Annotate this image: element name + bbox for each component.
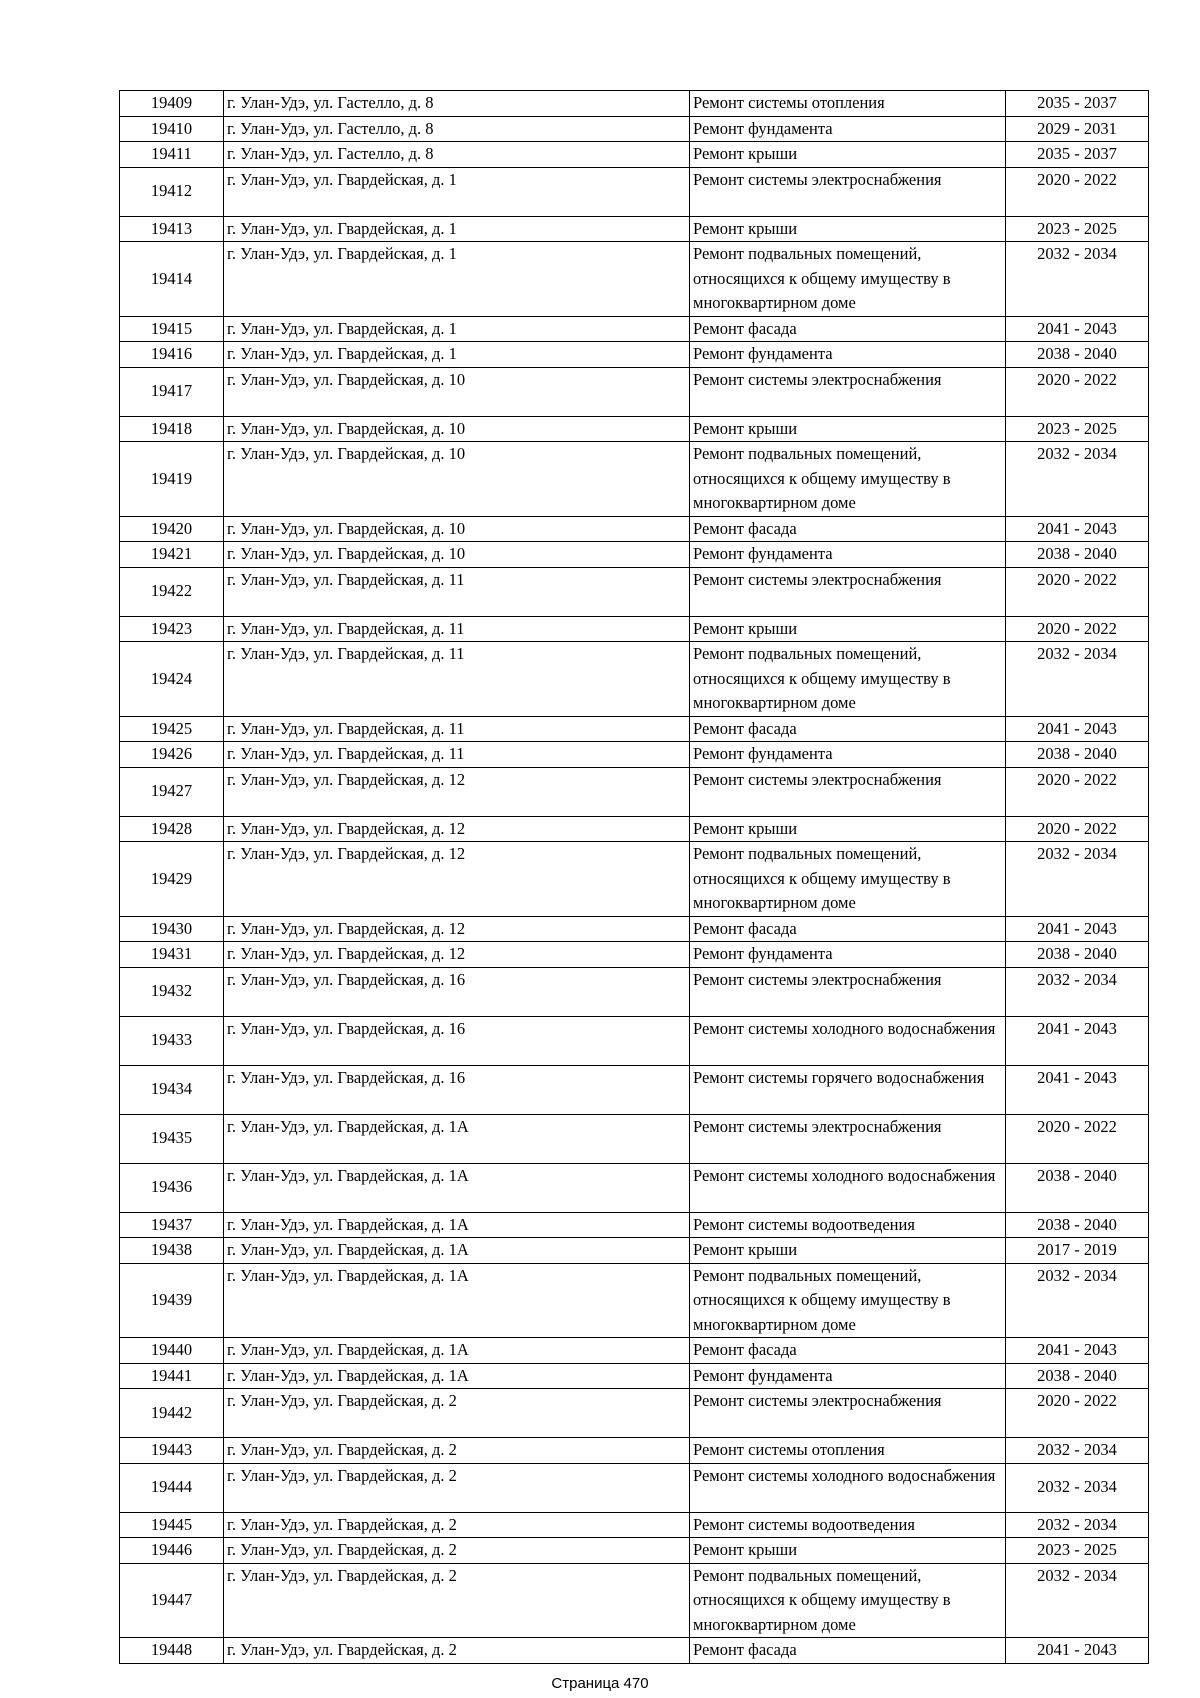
work-type-cell: Ремонт системы отопления [690,1438,1006,1464]
work-type-cell: Ремонт крыши [690,816,1006,842]
row-number-cell: 19434 [120,1065,224,1114]
table-row [120,1263,1149,1338]
period-cell: 2023 - 2025 [1006,1538,1149,1564]
row-number-cell: 19441 [120,1363,224,1389]
table-row [120,567,1149,616]
period-cell: 2029 - 2031 [1006,116,1149,142]
period-cell: 2032 - 2034 [1006,1263,1149,1338]
address-cell: г. Улан-Удэ, ул. Гвардейская, д. 11 [224,616,690,642]
work-type-cell: Ремонт крыши [690,616,1006,642]
table-row [120,342,1149,368]
work-type-cell: Ремонт системы электроснабжения [690,567,1006,616]
period-cell: 2041 - 2043 [1006,316,1149,342]
table-row [120,816,1149,842]
period-cell: 2020 - 2022 [1006,767,1149,816]
row-number-cell: 19446 [120,1538,224,1564]
table-row [120,1363,1149,1389]
period-cell: 2035 - 2037 [1006,91,1149,117]
table-row [120,916,1149,942]
address-cell: г. Улан-Удэ, ул. Гвардейская, д. 2 [224,1563,690,1638]
work-type-cell: Ремонт фундамента [690,542,1006,568]
row-number-cell: 19420 [120,516,224,542]
work-type-cell: Ремонт системы водоотведения [690,1512,1006,1538]
period-cell: 2038 - 2040 [1006,1212,1149,1238]
period-cell: 2032 - 2034 [1006,442,1149,517]
address-cell: г. Улан-Удэ, ул. Гвардейская, д. 2 [224,1638,690,1664]
table-row [120,1563,1149,1638]
address-cell: г. Улан-Удэ, ул. Гвардейская, д. 1 [224,242,690,317]
address-cell: г. Улан-Удэ, ул. Гвардейская, д. 10 [224,516,690,542]
work-type-cell: Ремонт системы холодного водоснабжения [690,1163,1006,1212]
address-cell: г. Улан-Удэ, ул. Гвардейская, д. 2 [224,1389,690,1438]
work-type-cell: Ремонт подвальных помещений, относящихся к общему имуществу в многоквартирном доме [690,1263,1006,1338]
row-number-cell: 19424 [120,642,224,717]
table-row [120,142,1149,168]
table-row [120,716,1149,742]
address-cell: г. Улан-Удэ, ул. Гвардейская, д. 16 [224,1065,690,1114]
address-cell: г. Улан-Удэ, ул. Гвардейская, д. 10 [224,542,690,568]
address-cell: г. Улан-Удэ, ул. Гвардейская, д. 1А [224,1114,690,1163]
address-cell: г. Улан-Удэ, ул. Гвардейская, д. 2 [224,1438,690,1464]
work-type-cell: Ремонт фасада [690,916,1006,942]
period-cell: 2038 - 2040 [1006,1163,1149,1212]
address-cell: г. Улан-Удэ, ул. Гвардейская, д. 11 [224,716,690,742]
work-type-cell: Ремонт фасада [690,516,1006,542]
table-row [120,216,1149,242]
work-type-cell: Ремонт фундамента [690,742,1006,768]
row-number-cell: 19430 [120,916,224,942]
work-type-cell: Ремонт подвальных помещений, относящихся к общему имуществу в многоквартирном доме [690,642,1006,717]
address-cell: г. Улан-Удэ, ул. Гвардейская, д. 1 [224,167,690,216]
work-type-cell: Ремонт системы горячего водоснабжения [690,1065,1006,1114]
period-cell: 2032 - 2034 [1006,1563,1149,1638]
work-type-cell: Ремонт системы электроснабжения [690,967,1006,1016]
table-row [120,1463,1149,1512]
address-cell: г. Улан-Удэ, ул. Гвардейская, д. 10 [224,442,690,517]
table-row [120,516,1149,542]
row-number-cell: 19422 [120,567,224,616]
address-cell: г. Улан-Удэ, ул. Гвардейская, д. 1 [224,342,690,368]
table-row [120,91,1149,117]
page-number: Страница 470 [551,1675,649,1692]
period-cell: 2035 - 2037 [1006,142,1149,168]
table-row [120,1389,1149,1438]
table-row [120,742,1149,768]
period-cell: 2032 - 2034 [1006,242,1149,317]
address-cell: г. Улан-Удэ, ул. Гвардейская, д. 1А [224,1363,690,1389]
address-cell: г. Улан-Удэ, ул. Гвардейская, д. 12 [224,767,690,816]
address-cell: г. Улан-Удэ, ул. Гвардейская, д. 1 [224,216,690,242]
registry-table [119,90,1149,1664]
period-cell: 2038 - 2040 [1006,342,1149,368]
period-cell: 2020 - 2022 [1006,616,1149,642]
address-cell: г. Улан-Удэ, ул. Гвардейская, д. 16 [224,967,690,1016]
row-number-cell: 19435 [120,1114,224,1163]
table-row [120,1638,1149,1664]
table-row [120,1016,1149,1065]
row-number-cell: 19440 [120,1338,224,1364]
period-cell: 2020 - 2022 [1006,1389,1149,1438]
table-row [120,967,1149,1016]
work-type-cell: Ремонт системы водоотведения [690,1212,1006,1238]
work-type-cell: Ремонт фундамента [690,1363,1006,1389]
address-cell: г. Улан-Удэ, ул. Гвардейская, д. 1А [224,1338,690,1364]
period-cell: 2032 - 2034 [1006,1463,1149,1512]
table-row [120,1538,1149,1564]
table-row [120,1438,1149,1464]
row-number-cell: 19444 [120,1463,224,1512]
row-number-cell: 19425 [120,716,224,742]
row-number-cell: 19427 [120,767,224,816]
period-cell: 2041 - 2043 [1006,716,1149,742]
work-type-cell: Ремонт фундамента [690,116,1006,142]
work-type-cell: Ремонт фасада [690,1638,1006,1664]
row-number-cell: 19443 [120,1438,224,1464]
table-row [120,1065,1149,1114]
period-cell: 2032 - 2034 [1006,1512,1149,1538]
row-number-cell: 19415 [120,316,224,342]
table-row [120,167,1149,216]
work-type-cell: Ремонт крыши [690,416,1006,442]
period-cell: 2023 - 2025 [1006,216,1149,242]
work-type-cell: Ремонт фасада [690,316,1006,342]
table-row [120,942,1149,968]
period-cell: 2020 - 2022 [1006,167,1149,216]
row-number-cell: 19428 [120,816,224,842]
work-type-cell: Ремонт подвальных помещений, относящихся к общему имуществу в многоквартирном доме [690,242,1006,317]
period-cell: 2038 - 2040 [1006,1363,1149,1389]
address-cell: г. Улан-Удэ, ул. Гвардейская, д. 11 [224,567,690,616]
period-cell: 2041 - 2043 [1006,516,1149,542]
table-row [120,416,1149,442]
row-number-cell: 19436 [120,1163,224,1212]
period-cell: 2032 - 2034 [1006,642,1149,717]
row-number-cell: 19410 [120,116,224,142]
table-row [120,242,1149,317]
work-type-cell: Ремонт подвальных помещений, относящихся к общему имуществу в многоквартирном доме [690,1563,1006,1638]
table-row [120,616,1149,642]
row-number-cell: 19423 [120,616,224,642]
table-row [120,1238,1149,1264]
work-type-cell: Ремонт системы холодного водоснабжения [690,1463,1006,1512]
address-cell: г. Улан-Удэ, ул. Гвардейская, д. 1А [224,1238,690,1264]
row-number-cell: 19445 [120,1512,224,1538]
address-cell: г. Улан-Удэ, ул. Гвардейская, д. 1А [224,1263,690,1338]
address-cell: г. Улан-Удэ, ул. Гвардейская, д. 10 [224,367,690,416]
work-type-cell: Ремонт системы отопления [690,91,1006,117]
row-number-cell: 19413 [120,216,224,242]
period-cell: 2017 - 2019 [1006,1238,1149,1264]
row-number-cell: 19432 [120,967,224,1016]
row-number-cell: 19417 [120,367,224,416]
period-cell: 2020 - 2022 [1006,567,1149,616]
period-cell: 2023 - 2025 [1006,416,1149,442]
row-number-cell: 19412 [120,167,224,216]
row-number-cell: 19414 [120,242,224,317]
row-number-cell: 19448 [120,1638,224,1664]
row-number-cell: 19416 [120,342,224,368]
table-row [120,1212,1149,1238]
row-number-cell: 19418 [120,416,224,442]
table-row [120,316,1149,342]
row-number-cell: 19438 [120,1238,224,1264]
work-type-cell: Ремонт системы электроснабжения [690,367,1006,416]
period-cell: 2020 - 2022 [1006,367,1149,416]
address-cell: г. Улан-Удэ, ул. Гастелло, д. 8 [224,91,690,117]
period-cell: 2041 - 2043 [1006,1065,1149,1114]
work-type-cell: Ремонт крыши [690,142,1006,168]
table-row [120,542,1149,568]
work-type-cell: Ремонт подвальных помещений, относящихся к общему имуществу в многоквартирном доме [690,842,1006,917]
period-cell: 2020 - 2022 [1006,816,1149,842]
work-type-cell: Ремонт крыши [690,1538,1006,1564]
address-cell: г. Улан-Удэ, ул. Гастелло, д. 8 [224,142,690,168]
work-type-cell: Ремонт системы электроснабжения [690,1114,1006,1163]
row-number-cell: 19411 [120,142,224,168]
registry-table-body [120,91,1149,1664]
row-number-cell: 19431 [120,942,224,968]
work-type-cell: Ремонт системы электроснабжения [690,1389,1006,1438]
table-row [120,116,1149,142]
period-cell: 2038 - 2040 [1006,542,1149,568]
table-row [120,767,1149,816]
address-cell: г. Улан-Удэ, ул. Гастелло, д. 8 [224,116,690,142]
period-cell: 2032 - 2034 [1006,1438,1149,1464]
row-number-cell: 19447 [120,1563,224,1638]
period-cell: 2032 - 2034 [1006,842,1149,917]
work-type-cell: Ремонт крыши [690,216,1006,242]
address-cell: г. Улан-Удэ, ул. Гвардейская, д. 2 [224,1463,690,1512]
row-number-cell: 19439 [120,1263,224,1338]
period-cell: 2041 - 2043 [1006,1016,1149,1065]
period-cell: 2020 - 2022 [1006,1114,1149,1163]
address-cell: г. Улан-Удэ, ул. Гвардейская, д. 12 [224,816,690,842]
work-type-cell: Ремонт фасада [690,1338,1006,1364]
table-row [120,1338,1149,1364]
table-row [120,367,1149,416]
work-type-cell: Ремонт системы электроснабжения [690,167,1006,216]
address-cell: г. Улан-Удэ, ул. Гвардейская, д. 12 [224,842,690,917]
row-number-cell: 19433 [120,1016,224,1065]
work-type-cell: Ремонт фундамента [690,342,1006,368]
address-cell: г. Улан-Удэ, ул. Гвардейская, д. 16 [224,1016,690,1065]
row-number-cell: 19426 [120,742,224,768]
row-number-cell: 19421 [120,542,224,568]
table-row [120,842,1149,917]
address-cell: г. Улан-Удэ, ул. Гвардейская, д. 12 [224,942,690,968]
work-type-cell: Ремонт системы электроснабжения [690,767,1006,816]
period-cell: 2041 - 2043 [1006,1338,1149,1364]
address-cell: г. Улан-Удэ, ул. Гвардейская, д. 1А [224,1212,690,1238]
row-number-cell: 19437 [120,1212,224,1238]
row-number-cell: 19442 [120,1389,224,1438]
address-cell: г. Улан-Удэ, ул. Гвардейская, д. 2 [224,1538,690,1564]
period-cell: 2041 - 2043 [1006,916,1149,942]
address-cell: г. Улан-Удэ, ул. Гвардейская, д. 2 [224,1512,690,1538]
table-row [120,1114,1149,1163]
address-cell: г. Улан-Удэ, ул. Гвардейская, д. 10 [224,416,690,442]
period-cell: 2038 - 2040 [1006,742,1149,768]
period-cell: 2032 - 2034 [1006,967,1149,1016]
period-cell: 2038 - 2040 [1006,942,1149,968]
registry-table-container [119,90,1148,1664]
address-cell: г. Улан-Удэ, ул. Гвардейская, д. 1 [224,316,690,342]
work-type-cell: Ремонт подвальных помещений, относящихся к общему имуществу в многоквартирном доме [690,442,1006,517]
row-number-cell: 19419 [120,442,224,517]
address-cell: г. Улан-Удэ, ул. Гвардейская, д. 12 [224,916,690,942]
address-cell: г. Улан-Удэ, ул. Гвардейская, д. 11 [224,742,690,768]
table-row [120,1512,1149,1538]
work-type-cell: Ремонт фасада [690,716,1006,742]
table-row [120,1163,1149,1212]
address-cell: г. Улан-Удэ, ул. Гвардейская, д. 1А [224,1163,690,1212]
work-type-cell: Ремонт фундамента [690,942,1006,968]
row-number-cell: 19429 [120,842,224,917]
work-type-cell: Ремонт системы холодного водоснабжения [690,1016,1006,1065]
table-row [120,642,1149,717]
work-type-cell: Ремонт крыши [690,1238,1006,1264]
row-number-cell: 19409 [120,91,224,117]
table-row [120,442,1149,517]
address-cell: г. Улан-Удэ, ул. Гвардейская, д. 11 [224,642,690,717]
period-cell: 2041 - 2043 [1006,1638,1149,1664]
